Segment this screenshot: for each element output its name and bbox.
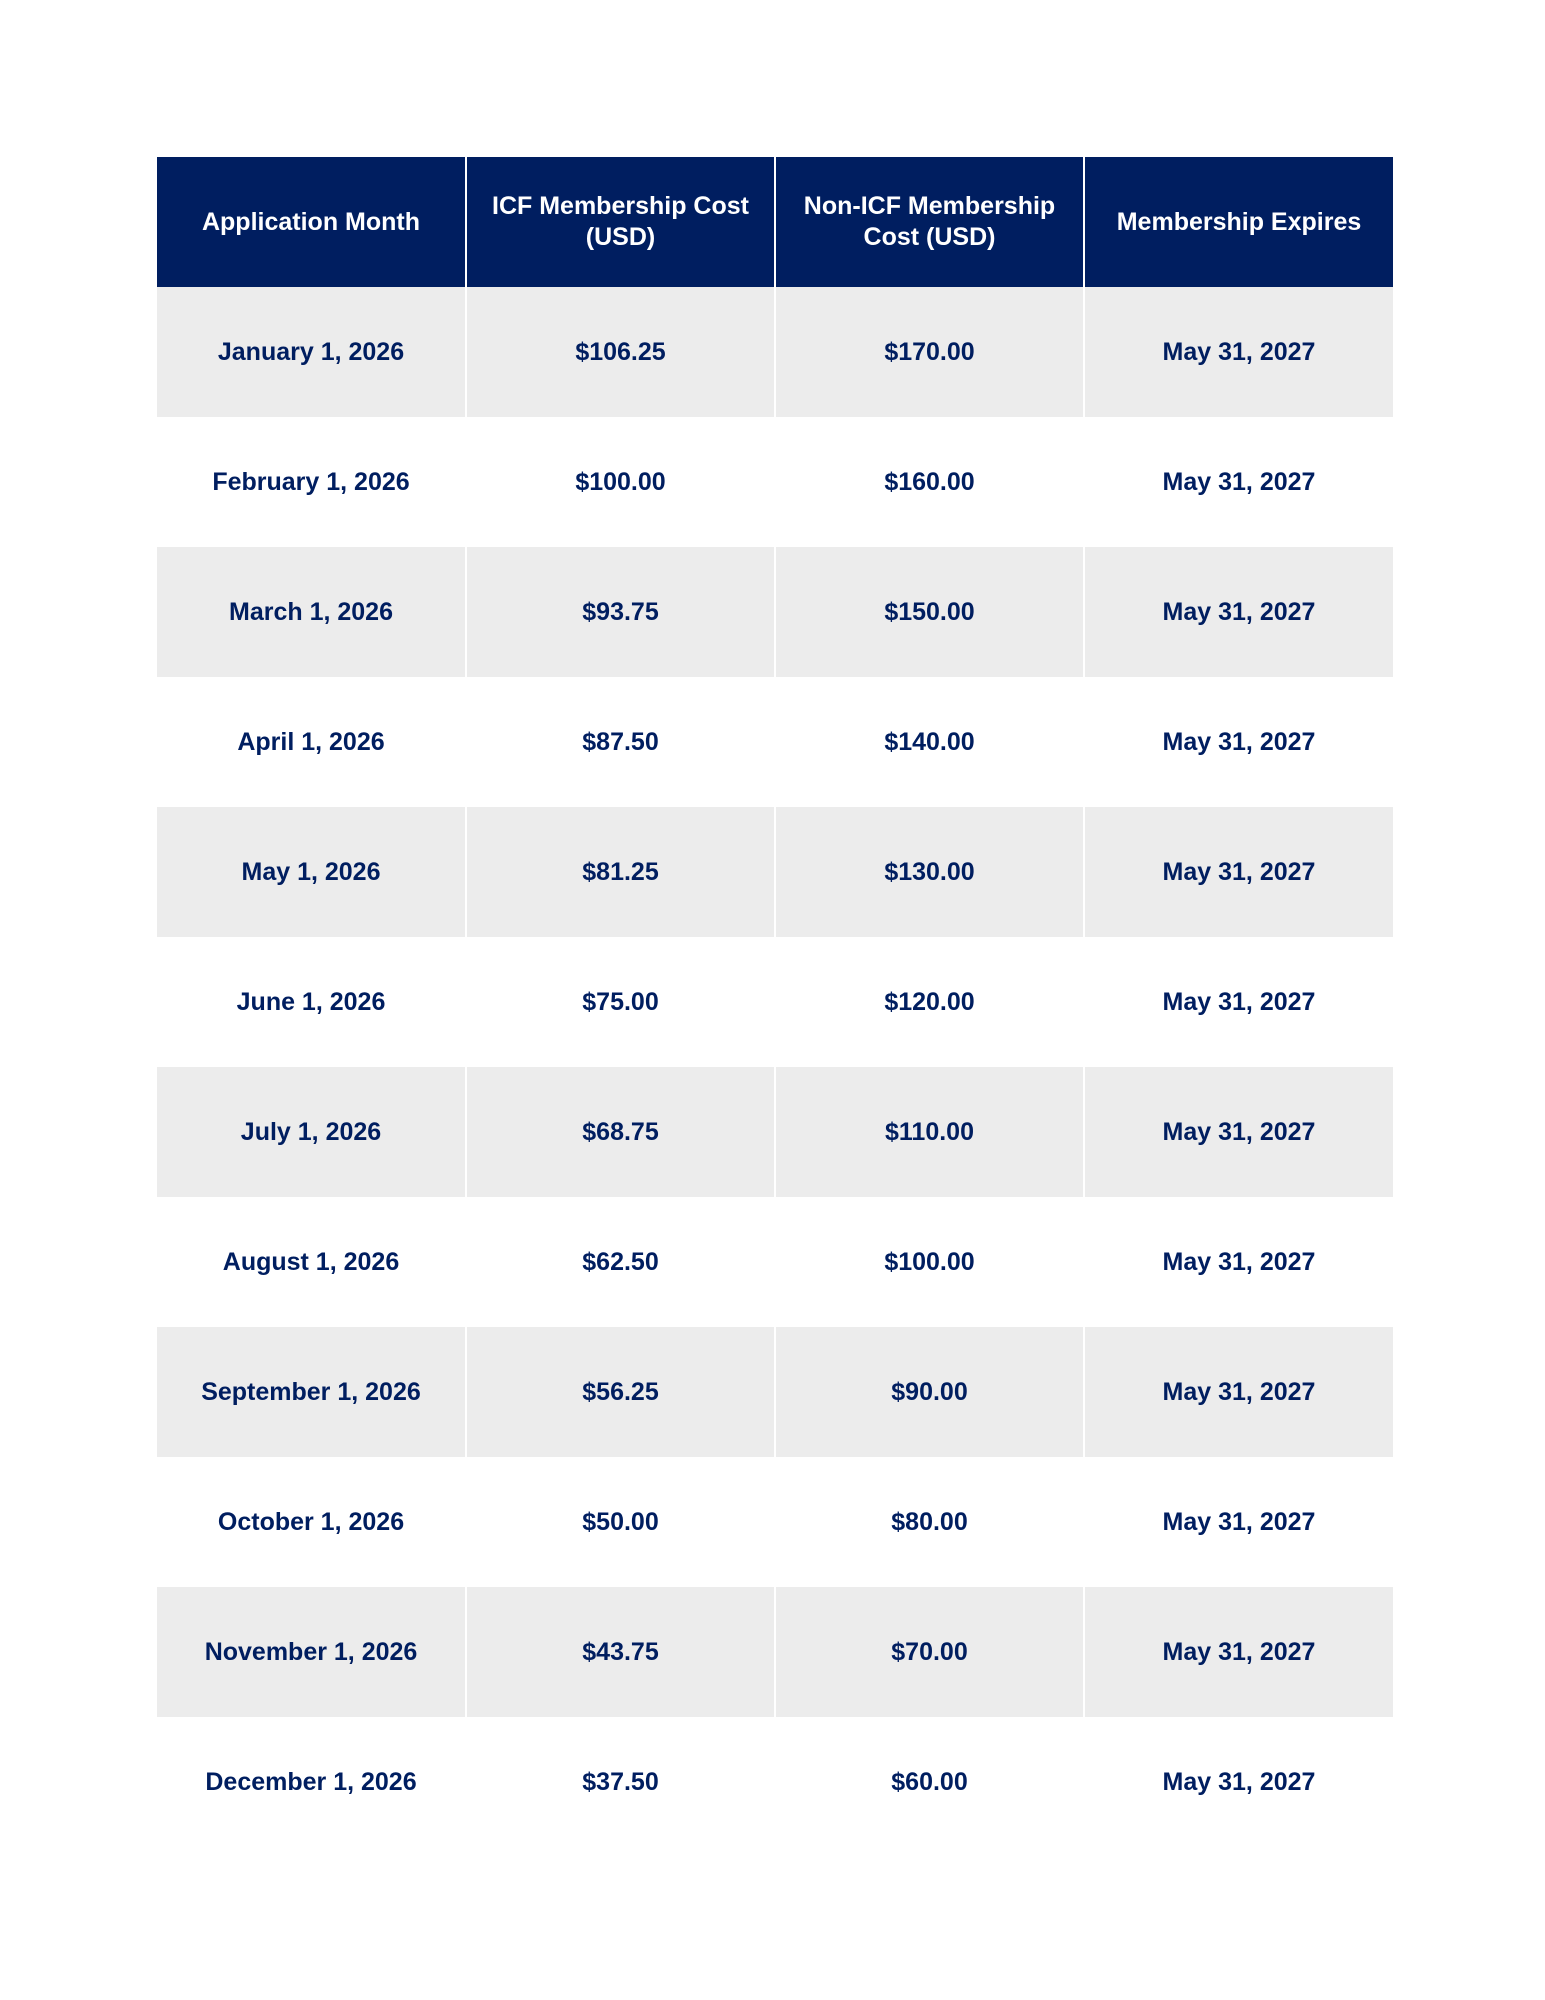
cell-membership-expires: May 31, 2027 xyxy=(1084,417,1393,547)
cell-application-month: January 1, 2026 xyxy=(157,287,466,417)
cell-membership-expires: May 31, 2027 xyxy=(1084,807,1393,937)
table-row xyxy=(157,417,1393,547)
cell-icf-cost: $62.50 xyxy=(466,1197,775,1327)
cell-non-icf-cost: $100.00 xyxy=(775,1197,1084,1327)
table-row xyxy=(157,937,1393,1067)
cell-membership-expires: May 31, 2027 xyxy=(1084,1457,1393,1587)
cell-icf-cost: $87.50 xyxy=(466,677,775,807)
cell-membership-expires: May 31, 2027 xyxy=(1084,1717,1393,1847)
cell-icf-cost: $81.25 xyxy=(466,807,775,937)
cell-membership-expires: May 31, 2027 xyxy=(1084,547,1393,677)
cell-application-month: May 1, 2026 xyxy=(157,807,466,937)
cell-application-month: September 1, 2026 xyxy=(157,1327,466,1457)
cell-non-icf-cost: $140.00 xyxy=(775,677,1084,807)
cell-non-icf-cost: $170.00 xyxy=(775,287,1084,417)
cell-membership-expires: May 31, 2027 xyxy=(1084,1067,1393,1197)
cell-icf-cost: $50.00 xyxy=(466,1457,775,1587)
cell-application-month: August 1, 2026 xyxy=(157,1197,466,1327)
cell-non-icf-cost: $60.00 xyxy=(775,1717,1084,1847)
cell-icf-cost: $75.00 xyxy=(466,937,775,1067)
cell-non-icf-cost: $160.00 xyxy=(775,417,1084,547)
cell-icf-cost: $93.75 xyxy=(466,547,775,677)
header-row xyxy=(157,157,1393,287)
table-row xyxy=(157,1067,1393,1197)
table-header xyxy=(157,157,1393,287)
table-row xyxy=(157,1197,1393,1327)
cell-membership-expires: May 31, 2027 xyxy=(1084,287,1393,417)
cell-non-icf-cost: $130.00 xyxy=(775,807,1084,937)
cell-application-month: November 1, 2026 xyxy=(157,1587,466,1717)
cell-non-icf-cost: $70.00 xyxy=(775,1587,1084,1717)
cell-membership-expires: May 31, 2027 xyxy=(1084,1327,1393,1457)
header-application-month: Application Month xyxy=(157,157,466,287)
cell-non-icf-cost: $120.00 xyxy=(775,937,1084,1067)
cell-application-month: June 1, 2026 xyxy=(157,937,466,1067)
table-row xyxy=(157,1457,1393,1587)
cell-non-icf-cost: $150.00 xyxy=(775,547,1084,677)
header-non-icf-membership-cost: Non-ICF Membership Cost (USD) xyxy=(775,157,1084,287)
cell-icf-cost: $100.00 xyxy=(466,417,775,547)
cell-icf-cost: $68.75 xyxy=(466,1067,775,1197)
membership-cost-table-container xyxy=(157,157,1393,1847)
cell-non-icf-cost: $110.00 xyxy=(775,1067,1084,1197)
cell-application-month: February 1, 2026 xyxy=(157,417,466,547)
table-body xyxy=(157,287,1393,1847)
cell-application-month: December 1, 2026 xyxy=(157,1717,466,1847)
membership-cost-table xyxy=(157,157,1393,1847)
cell-membership-expires: May 31, 2027 xyxy=(1084,1197,1393,1327)
header-icf-membership-cost: ICF Membership Cost (USD) xyxy=(466,157,775,287)
cell-non-icf-cost: $90.00 xyxy=(775,1327,1084,1457)
cell-membership-expires: May 31, 2027 xyxy=(1084,1587,1393,1717)
table-row xyxy=(157,1587,1393,1717)
cell-non-icf-cost: $80.00 xyxy=(775,1457,1084,1587)
cell-icf-cost: $43.75 xyxy=(466,1587,775,1717)
cell-application-month: April 1, 2026 xyxy=(157,677,466,807)
cell-application-month: October 1, 2026 xyxy=(157,1457,466,1587)
header-membership-expires: Membership Expires xyxy=(1084,157,1393,287)
table-row xyxy=(157,1327,1393,1457)
cell-membership-expires: May 31, 2027 xyxy=(1084,677,1393,807)
cell-application-month: July 1, 2026 xyxy=(157,1067,466,1197)
table-row xyxy=(157,547,1393,677)
table-row xyxy=(157,287,1393,417)
cell-icf-cost: $56.25 xyxy=(466,1327,775,1457)
cell-membership-expires: May 31, 2027 xyxy=(1084,937,1393,1067)
table-row xyxy=(157,807,1393,937)
cell-application-month: March 1, 2026 xyxy=(157,547,466,677)
cell-icf-cost: $37.50 xyxy=(466,1717,775,1847)
table-row xyxy=(157,677,1393,807)
table-row xyxy=(157,1717,1393,1847)
cell-icf-cost: $106.25 xyxy=(466,287,775,417)
